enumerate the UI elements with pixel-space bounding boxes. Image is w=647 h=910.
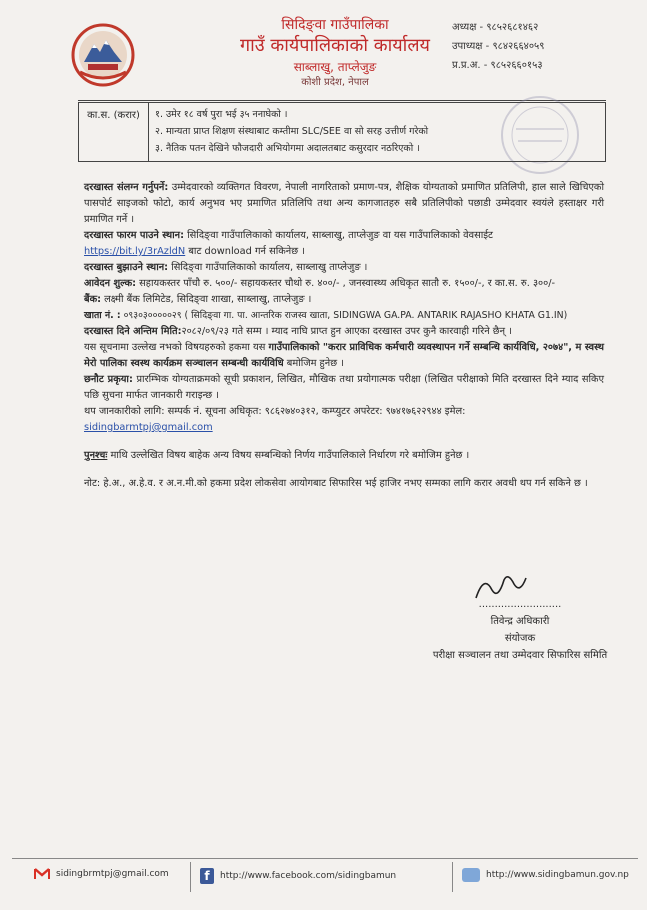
- bank-text: लक्ष्मी बैंक लिमिटेड, सिदिङ्वा शाखा, साब्लाखु, ताप्लेजुङ ।: [101, 294, 312, 305]
- signatory-role: संयोजक: [504, 633, 536, 644]
- form-location-after: बाट download गर्न सकिनेछ ।: [185, 246, 305, 257]
- application-fee: [84, 276, 604, 292]
- postscript-label: पुनश्चः: [84, 450, 108, 461]
- required-documents-text: उम्मेदवारको व्यक्तिगत विवरण, नेपाली नागरिताको प्रमाण-पत्र, शैक्षिक योग्यताको प्रमाणित प्रतिलिपी, हाल साले खिचिएको पासपोर्ट साइजको फोटो, कार्य अनुभव भए प्रमाणित प्रतिलिपि तथा अन्य कागजातहरु सबै प्रतिलिपीको पछाडी उम्मेदवार स्वयंले हस्ताक्षर गरी प्रमाणित गर्ने ।: [84, 182, 604, 225]
- gmail-icon: [34, 868, 50, 880]
- account-number-label: खाता नं. :: [84, 310, 121, 321]
- required-documents-label: दरखास्त संलग्न गर्नुपर्ने:: [84, 182, 169, 193]
- account-number: [84, 308, 604, 324]
- qualification-item: २. मान्यता प्राप्त शिक्षण संस्थाबाट कम्तीमा SLC/SEE वा सो सरह उत्तीर्ण गरेको: [155, 126, 429, 137]
- more-info: [84, 404, 604, 436]
- municipality-name: सिदिङ्वा गाउँपालिका: [281, 17, 389, 33]
- deadline: [84, 324, 604, 340]
- form-location-label: दरखास्त फारम पाउने स्थान:: [84, 230, 185, 241]
- contact-email-link[interactable]: sidingbarmtpj@gmail.com: [84, 422, 213, 433]
- footer-facebook-text: http://www.facebook.com/sidingbamun: [220, 871, 397, 881]
- notice-body: [84, 180, 604, 492]
- download-link[interactable]: https://bit.ly/3rAzldN: [84, 246, 186, 257]
- qualification-item: ३. नैतिक पतन देखिने फौजदारी अभियोगमा अदालतबाट कसुरदार नठरिएको ।: [155, 143, 420, 154]
- note: नोट: हे.अ., अ.हे.व. र अ.न.मी.को हकमा प्रदेश लोकसेवा आयोगबाट सिफारिस भई हाजिर नभए सम्मका लागि करार अवधी थप गर्न सकिने छ ।: [84, 478, 588, 489]
- deadline-text: २०८२/०९/२३ गते सम्म । म्याद नाघि प्राप्त हुन आएका दरखास्त उपर कुनै कारवाही गरिने छैन् ।: [181, 326, 512, 337]
- signature-dots: ..........................: [478, 599, 562, 610]
- office-name: गाउँ कार्यपालिकाको कार्यालय: [240, 35, 430, 56]
- selection-process: [84, 372, 604, 404]
- footer-website[interactable]: [462, 868, 629, 882]
- contact-list: [452, 18, 632, 75]
- office-address: साब्लाखु, ताप्लेजुङ: [293, 60, 377, 74]
- form-location-text: सिदिङ्वा गाउँपालिकाको कार्यालय, साब्लाखु, ताप्लेजुङ वा यस गाउँपालिकाको वेवसाईट: [184, 230, 493, 241]
- required-documents: [84, 180, 604, 228]
- submission-location: [84, 260, 604, 276]
- deadline-label: दरखास्त दिने अन्तिम मिति:: [84, 326, 182, 337]
- more-info-text: थप जानकारीको लागि: सम्पर्क नं. सूचना अधिकृत: ९८६२७४०३१२, कम्प्युटर अपरेटर: ९७४१७६२२९४४ इमेल:: [84, 406, 466, 417]
- governing-procedure-post: बमोजिम हुनेछ ।: [283, 358, 344, 369]
- contact-cao: प्र.प्र.अ. - ९८५२६६०१५३: [452, 60, 543, 71]
- footer-facebook[interactable]: [200, 868, 396, 884]
- submission-location-label: दरखास्त बुझाउने स्थान:: [84, 262, 169, 273]
- footer-email-text: sidingbrmtpj@gmail.com: [56, 869, 169, 879]
- footer-separator: [190, 862, 191, 892]
- application-fee-label: आवेदन शुल्क:: [84, 278, 137, 289]
- position-category: का.स. (करार): [79, 103, 149, 161]
- bank-info: [84, 292, 604, 308]
- postscript-text: माथि उल्लेखित विषय बाहेक अन्य विषय सम्बन्धिको निर्णय गाउँपालिकाले निर्धारण गरे बमोजिम हुनेछ ।: [107, 450, 470, 461]
- governing-procedure: [84, 340, 604, 372]
- selection-process-text: प्रारम्भिक योग्यताक्रमको सूची प्रकाशन, लिखित, मौखिक तथा प्रयोगात्मक परीक्षा (लिखित परीक्षाको मिति दरखास्त दिने म्याद सकिए पछि सुचना मार्फत जानकारी गराइन्छ ।: [84, 374, 604, 401]
- facebook-icon: f: [200, 868, 214, 884]
- footer: [12, 862, 638, 890]
- qualification-item: १. उमेर १८ वर्ष पुरा भई ३५ ननाघेको ।: [155, 109, 288, 120]
- footer-separator: [452, 862, 453, 892]
- account-number-text: ०९३०३०००००२९ ( सिदिङ्वा गा. पा. आन्तरिक राजस्व खाता, SIDINGWA GA.PA. ANTARIK RAJASHO KHATA G1.IN): [120, 310, 568, 321]
- footer-email[interactable]: [34, 868, 169, 880]
- government-emblem-icon: [70, 22, 136, 88]
- bank-label: बैंक:: [84, 294, 102, 305]
- province-name: कोशी प्रदेश, नेपाल: [301, 77, 369, 88]
- contact-vice-chair: उपाध्यक्ष - ९८४२६६४०५९: [452, 41, 545, 52]
- footer-divider: [12, 858, 638, 859]
- committee-name: परीक्षा सञ्चालन तथा उम्मेदवार सिफारिस समिति: [432, 650, 608, 661]
- form-location: [84, 228, 604, 260]
- letterhead-title: [200, 16, 470, 90]
- signatory-name: तिवेन्द्र अधिकारी: [490, 616, 550, 627]
- selection-process-label: छनौट प्रकृया:: [84, 374, 133, 385]
- signature-block: [400, 596, 640, 664]
- contact-chair: अध्यक्ष - ९८५२६८१४६२: [452, 22, 539, 33]
- governing-procedure-pre: यस सूचनामा उल्लेख नभको विषयहरुको हकमा यस: [84, 342, 269, 353]
- website-icon: [462, 868, 480, 882]
- submission-location-text: सिदिङ्वा गाउँपालिकाको कार्यालय, साब्लाखु ताप्लेजुङ ।: [168, 262, 368, 273]
- postscript: [84, 448, 604, 464]
- governing-procedure-bold: गाउँपालिकाको "करार प्राविधिक कर्मचारी व्यवस्थापन गर्ने सम्बन्धि कार्यविधि, २०७४", म स्वस्थ मेरो पालिका स्वस्थ कार्यक्रम सञ्चालन सम्बन्धी कार्यविधि: [84, 342, 604, 369]
- qualification-table: [78, 102, 606, 162]
- application-fee-text: सहायकस्तर पाँचौ रु. ५००/- सहायकस्तर चौथो रु. ४००/- , जनस्वास्थ्य अधिकृत सातौ रु. १५००/-, र का.स. रु. ३००/-: [136, 278, 556, 289]
- footer-website-text: http://www.sidingbamun.gov.np: [486, 870, 629, 880]
